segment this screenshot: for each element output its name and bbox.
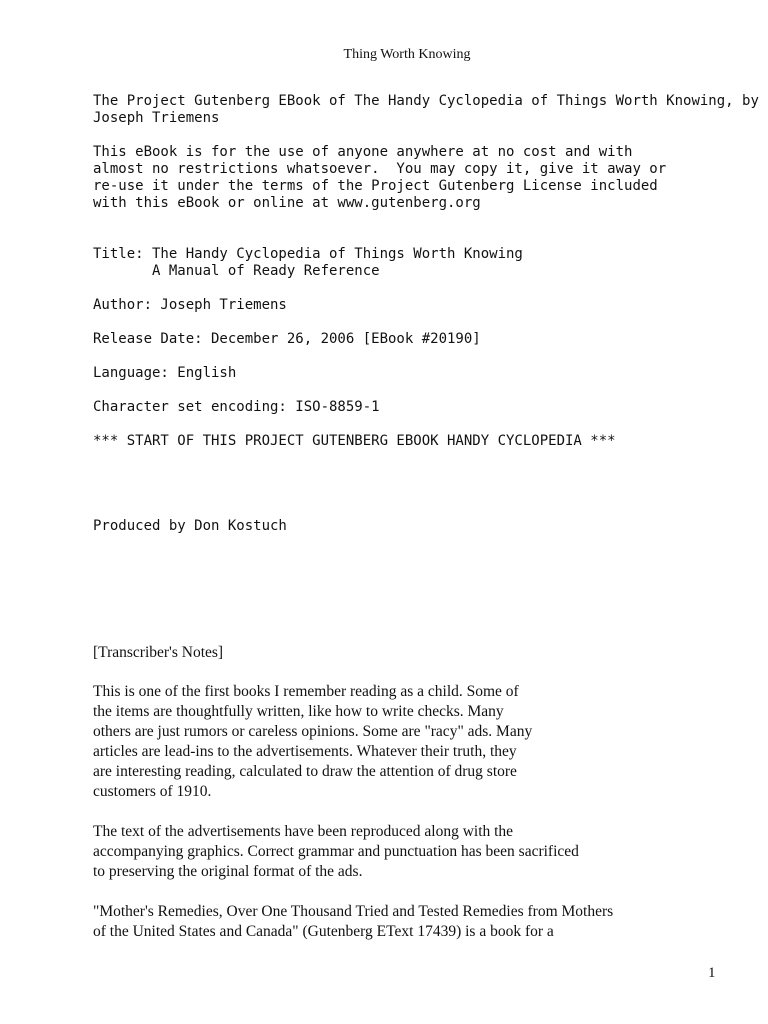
notes-paragraph-2: The text of the advertisements have been reproduced along with the accompanying graphics. Correct grammar and punctuation has been sacrificed to preserving the original format of the ads. [93,823,579,880]
running-head: Thing Worth Knowing [343,47,471,62]
page-number: 1 [708,965,716,981]
encoding-line: Character set encoding: ISO-8859-1 [93,399,380,415]
license-notice: This eBook is for the use of anyone anywhere at no cost and with almost no restrictions whatsoever. You may copy it, give it away or re-use it under the terms of the Project Gutenberg License included with this eBook or online at www.gutenberg.org [93,144,667,211]
release-date-line: Release Date: December 26, 2006 [EBook #20190] [93,331,481,347]
author-line: Author: Joseph Triemens [93,297,287,313]
transcriber-notes-heading: [Transcriber's Notes] [93,644,224,661]
producer-line: Produced by Don Kostuch [93,518,287,534]
language-line: Language: English [93,365,237,381]
start-marker: *** START OF THIS PROJECT GUTENBERG EBOOK HANDY CYCLOPEDIA *** [93,433,616,449]
notes-paragraph-1: This is one of the first books I remember reading as a child. Some of the items are thoughtfully written, like how to write checks. Many others are just rumors or careless opinions. Some are "racy" ads. Many articles are lead-ins to the advertisements. Whatever their truth, they are interesting reading, calculated to draw the attention of drug store customers of 1910. [93,683,533,800]
title-line: Title: The Handy Cyclopedia of Things Worth Knowing A Manual of Ready Reference [93,246,523,279]
ebook-intro: The Project Gutenberg EBook of The Handy Cyclopedia of Things Worth Knowing, by Joseph Triemens [93,93,759,126]
notes-paragraph-3: "Mother's Remedies, Over One Thousand Tried and Tested Remedies from Mothers of the United States and Canada" (Gutenberg EText 17439) is a book for a [93,903,614,940]
